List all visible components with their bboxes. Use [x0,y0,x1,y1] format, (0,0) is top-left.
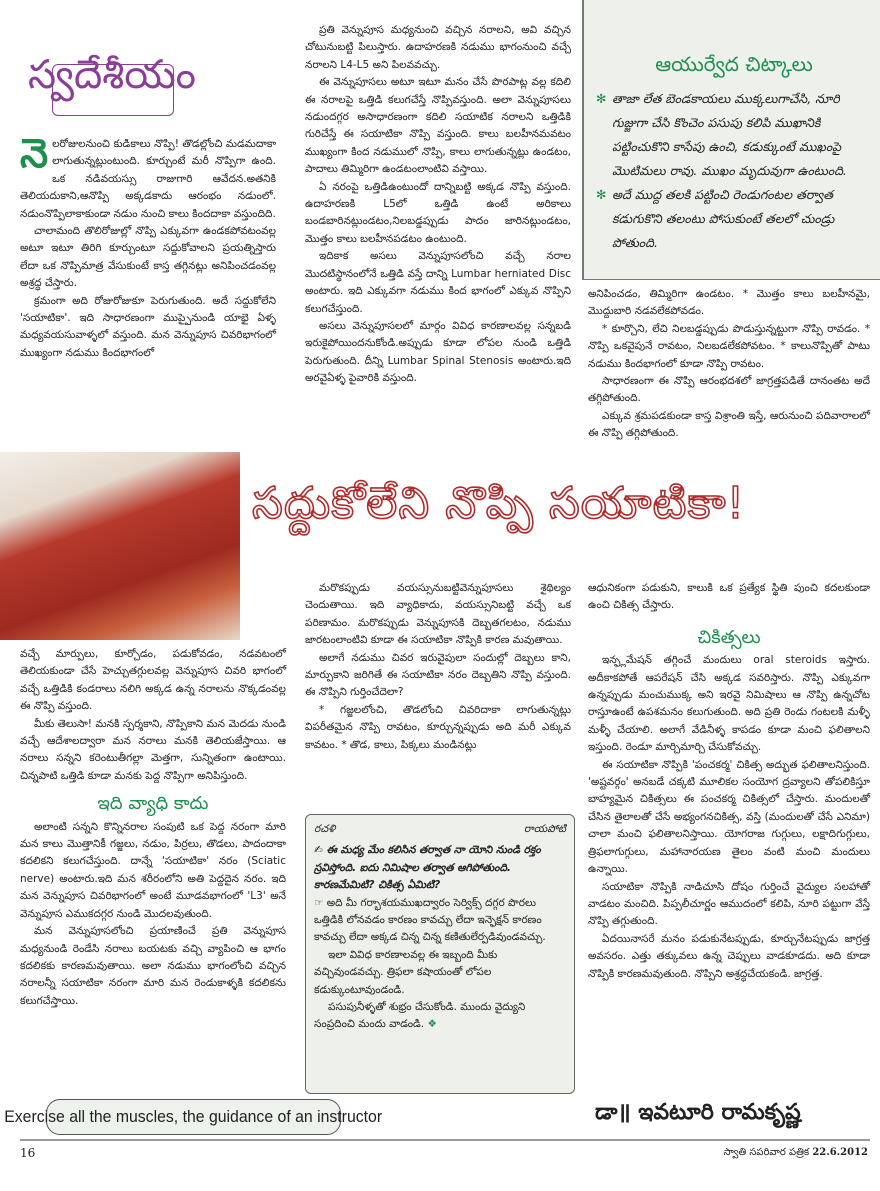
paragraph: ఇదికాక అసలు వెన్నుపూసలోంచి వచ్చే నరాల మొదటిస్థానంలోనే ఒత్తిడి వస్తే దాన్ని Lumbar herniated Disc అంటారు. ఇది ఎక్కువగా నడుము కింద భాగంలో ఎక్కువ నొప్పిని కలుగచేస్తుంది. [305,250,571,315]
qa-box [305,814,575,1094]
logo-text: స్వదేశీయం [28,52,196,98]
paragraph: ఆధునికంగా పడుకుని, కాలుకి ఒక ప్రత్యేక స్థితి పుంచి కదలకుండా ఉంచి చికిత్స చేస్తారు. [588,582,870,612]
section-logo [28,22,196,122]
subheading: ఇది వ్యాధి కాదు [97,793,209,815]
paragraph: ఏదయినాసరే మనం పడుకునేటప్పుడు, కూర్చునేటప్పుడు జాగ్రత్త అవసరం. ఎత్తు తక్కువలు ఉన్న చెప్పులు వాడకూడదు. అది కూడా నొప్పికి కారణమవుతుంది. నొప్పిని అశ్రద్ధచేయకండి. జాగ్రత్త. [588,932,870,980]
qa-place: రాయపోటి [523,823,566,835]
paragraph: అనిపించడం, తిమ్మిరిగా ఉండటం. * మొత్తం కాలు బలహీనమై, మొద్దుబారి నడవలేకపోవడం. [588,288,870,318]
subheading: చికిత్సలు [697,626,761,648]
paragraph: ప్రతి వెన్నుపూస మధ్యనుంచి వచ్చిన నరాలని, అవి వచ్చిన చోటునుబట్టి పిలుస్తారు. ఉదాహరణకి నడుము భాగంనుంచి వచ్చే నరాలని L4-L5 అని పిలవవచ్చు. [305,24,571,71]
paragraph: అసలు వెన్నుపూసలలో మార్గం వివిధ కారణాలవల్ల సన్నబడి ఇరుకైపోయిందనుకోండి.అప్పుడు కూడా లోపల నుండి ఒత్తిడి పెరుగుతుంది. దీన్ని Lumbar Spinal Stenosis అంటారు.ఇది అరవైఏళ్ళ పైవారికి వస్తుంది. [305,319,571,385]
author-signature: డా॥ ఇవటూరి రామకృష్ణ [595,1100,801,1125]
paragraph: * కూర్చొని, లేచి నిలబడ్డప్పుడు పొడుస్తున్నట్టుగా నొప్పి రావడం. * నొప్పి ఒకవైపునే రావటం, నిలబడలేకపోవటం. * కాలునొప్పితో పాటు నడుము కిందభాగంలో కూడా నొప్పి రావటం. [588,322,870,370]
article-column-3 [588,286,870,443]
paragraph: ఈ సయాటికా నొప్పికి 'పంచకర్మ' చికిత్స అద్భుత ఫలితాలనిస్తుంది. 'అష్టవర్గం' అనబడే చక్కటి మూలికల సంయోగ ద్రవ్యాలని తోపలికిస్తూ బాహ్యమైన చికిత్సలు ఈ పంచకర్మ చికిత్సలో చేస్తారు. మందులతో చేసిన తైలాలతో చేసే అభ్యంగనచికిత్స, వస్తి (మందులతో చేసే ఎనిమా) చాలా మంచి ఫలితాలనిస్తాయి. యోగరాజ గుగ్గులు, లక్షాదిగుగ్గులు, త్రిఫలాగుగ్గులు, మహానారయణ తైలం వంటి మంచి మందులు ఉన్నాయి. [588,758,870,876]
headline: సద్దుకోలేని నొప్పి సయాటికా! [252,478,746,529]
paragraph: సాధారణంగా ఈ నొప్పి ఆరంభదశలో జాగ్రత్తపడితే దానంతట అదే తగ్గిపోతుంది. [588,375,870,405]
paragraph: మీకు తెలుసా! మనకి స్పర్శకాని, నొప్పికాని మన మెదడు నుండి వచ్చే ఆదేశాలద్వారా మన నరాలు మనకి తెలియజేస్తాయి. ఆ నరాలు సన్నని కరెంటుతీగల్లా మెత్తగా, సున్నితంగా ఉంటాయి. చిన్నపాటి ఒత్తిడి కూడా మనకు పెద్ద నొప్పిగా అనిపిస్తుంది. [20,717,286,782]
paragraph: నెలరోజులనుంచి కుడికాలు నొప్పి! తొడల్లోంచి మడమదాకా లాగుతున్నట్లుంటుంది. కూర్చుంటే మరీ నొప్పిగా ఉంది. ఒక నడివయస్సు రాజుగారి ఆవేదన.అతనికి తెలియదుకాని,ఆనొప్పి అక్కడకాదు ఆరంభం నడుంలో. నడుంనొప్పిలాకాకుండా నడుం నుంచి కాలు కిందదాకా వస్తుందిది. [20,131,276,220]
pen-icon: ✍ [314,844,327,857]
asterisk-bullet-icon: ✻ [596,187,607,202]
paragraph: సయాటికా నొప్పికి నాడిచూసి దోషం గుర్తించే వైద్యుల సలహాతో వాడటం మంచిది. పిప్పలీచూర్ణం ఆముదంలో కలిపి, నూరి పట్టుగా వేస్తే నొప్పి తగ్గుతుంది. [588,880,870,928]
paragraph: * గజ్జలలోంచి, తొడలోంచి చివరిదాకా లాగుతున్నట్లు విపరీతమైన నొప్పి రావటం, కూర్చున్నప్పుడు అది మరీ ఎక్కువ కావటం. * తొడ, కాలు, పిక్కలు మండినట్లు [305,703,571,751]
end-mark-icon: ❖ [427,1018,437,1031]
paragraph: అలాంటి సన్నని కొన్నినరాల సంపుటి ఒక పెద్ద నరంగా మారి మన కాలు మొత్తానికీ గజ్జలు, నడుం, పిర్రలు, తొడలు, పాదందాకా కదలికని కలుగచేస్తుంది. దాన్నే 'సయాటికా' నరం (Sciatic nerve) అంటారు.ఇది మన శరీరంలోని అతి పెద్దదైన నరం. ఇది మన వెన్నుపూస చివరిభాగంలో అంటే మూడవభాగంలో 'L3' అనే వెన్నుపూస ఎముకదగ్గర నుండి మొదలవుతుంది. [20,820,286,920]
qa-header [314,821,566,838]
publication-footer: స్వాతి సపరివార పత్రిక 22.6.2012 [723,1147,868,1158]
qa-answer: ఇలా వివిధ కారణాలవల్ల ఈ ఇబ్బంది మీకు వచ్చివుండవచ్చు. త్రిఫలా కషాయంతో లోపల కడుక్కుంటూవుండండి. [314,948,498,996]
paragraph: ఇన్ఫ్లమేషన్ తగ్గించే మందులు oral steroids ఇస్తారు. అదీకాకపోతే ఆపరేషన్ చేసి అక్కడ సవరిస్తారు. నొప్పి ఎక్కువగా ఉన్నప్పుడు మంచుముక్క అని ఇరవై నిమిషాలు ఆ నొప్పి ఉన్నచోట రాస్తూఉంటే ఉపశమనం కలుగుతుంది. అది ప్రతి రెండు గంటలకి మళ్ళీ మళ్ళీ చేయాలి. అలాగే వేడినీళ్ళ కాపడం కూడా మంచి ఫలితాలని ఇస్తుంది. రెండూ మార్చిమార్చి చేసుకోవచ్చు. [588,654,870,754]
paragraph: క్రమంగా అది రోజురోజుకూ పెరుగుతుంది. అదే సద్దుకోలేని 'సయాటికా'. ఇది సాధారణంగా ముప్పైనుండి యాభై ఏళ్ళ మధ్యవయసువాళ్ళలో వస్తుంది. మన వెన్నుపూస చివరిభాగంలో ముఖ్యంగా నడుము కిందభాగంలో [20,294,276,359]
exercise-banner: Exercise all the muscles, the guidance of an instructor [46,1099,341,1135]
ayurveda-tips-box [582,0,880,280]
pointing-hand-icon: ☞ [314,896,327,909]
paragraph: మరొకప్పుడు వయస్సునుబట్టివెన్నుపూసలు శైథిల్యం చెందుతాయి. ఇది వ్యాధికాదు, వయస్సునిబట్టి వచ్చే ఒక పరిణామం. మరొకప్పుడు వెన్నుపూసకి దెబ్బతగలటం, నడుము జారటంలాంటివి కూడా ఈ సయాటికా నొప్పికి కారణ మవుతాయి. [305,582,571,647]
paragraph: మన వెన్నుపూసలోంచి ప్రయాణించే ప్రతి వెన్నుపూస మధ్యనుండి రెండేసి నరాలు బయటకు వచ్చి వ్యాపించి ఆ భాగం కదలికకు కారణమవుతాయి. అలా నడుము భాగంలోంచి వచ్చిన నరాలన్నీ సయాటికా నరంగా మారి మన రెండుకాళ్ళకి కదలికను కలుగచేస్తాయి. [20,925,286,1007]
qa-answer: ☞ అది మీ గర్భాశయముఖద్వారం సెర్విక్స్ దగ్గర పొరలు ఒత్తిడికి లోనవడం కారణం కావచ్చు లేదా ఇన్ఫెక్షన్ కారణం కావచ్చు లేదా అక్కడ చిన్న చిన్న కణితులేర్పడివుండవచ్చు. [314,896,546,944]
article-column-2 [305,22,571,388]
qa-answer: పసుపునీళ్ళతో శుభ్రం చేసుకోండి. ముందు వైద్యుని సంప్రదించి మందు వాడండి. ❖ [314,1001,526,1031]
back-pain-photo [0,452,240,640]
paragraph: ఏ నరంపై ఒత్తిడిఉంటుందో దాన్నిబట్టి అక్కడ నొప్పి వస్తుంది. ఉదాహరణకి L5లో ఒత్తిడి ఉంటే అరికాలు బండబారినట్లుండటం,నిలబడ్డప్పుడు పాదం జారినట్లుండటం, మొత్తం కాలు బలహీనపడటం ఉంటుంది. [305,180,571,245]
tips-title: ఆయుర్వేద చిట్కాలు [655,52,813,76]
lower-column-2 [305,580,571,754]
article-column-1 [20,131,276,362]
qa-question: ✍ ఈ మధ్య మేం కలిసిన తర్వాత నా యోని నుండి రక్తం స్రవిస్తోంది. ఐదు నిమిషాల తర్వాత ఆగిపోతుంది. కారణమేమిటి? చికిత్స ఏమిటి? [314,844,541,892]
tip-item: ✻ తాజా లేత బెండకాయలు ముక్కలుగాచేసి, నూరి గుజ్జుగా చేసి కొంచెం పసుపు కలిపి ముఖానికి పట్టించుకొని కాసేపు ఉంచి, కడుక్కుంటే ముఖంపై మొటిమలు రావు. ముఖం మృదువుగా ఉంటుంది. [596,87,872,183]
qa-from: రచళి [314,823,336,835]
lower-column-1 [20,646,286,1010]
paragraph: అలాగే నడుము చివర ఇరువైపులా సందుల్లో దెబ్బలు కాని, మార్పుకాని జరిగితే ఈ సయాటికా నరం దెబ్బతిని నొప్పి వస్తుంది. ఈ నొప్పిని గుర్తించేదెలా? [305,651,571,699]
lower-column-3 [588,580,870,983]
paragraph: ఈ వెన్నుపూసలు అటూ ఇటూ మనం చేసే పొరపాట్ల వల్ల కదిలి ఈ నరాలపై ఒత్తిడి కలుగచేస్తే నొప్పివస్తుంది. అలా వెన్నుపూసలు నడుందగ్గర అసాధారణంగా కదిలి సయాటిక నరాలని ఒత్తిడికి గురిచేస్తే ఈ సయాటికా నొప్పి వస్తుంది. కాలు బలహీనమవటం ముఖ్యంగా కింద నడుములో నొప్పి, కాలు లాగుతున్నట్లు ఉండటం, పాదాలు తిమ్మిరిగా ఉండటంలాంటివి వస్తాయి. [305,76,571,176]
paragraph: ఎక్కువ శ్రమపడకుండా కాస్త విశ్రాంతి ఇస్తే, ఆరునుంచి పదివారాలలో ఈ నొప్పి తగ్గిపోతుంది. [588,409,870,440]
paragraph: వచ్చే మార్పులు, కూర్చోడం, పడుకోవడం, నడవటంలో తెలియకుండా చేసే హెచ్చుతగ్గులవల్ల వెన్నుపూస చివరి భాగంలో వచ్చే ఒత్తిడికి కండరాలు నలిగి అక్కడ ఉన్న నరాలను నొక్కడంవల్ల ఈ నొప్పి వస్తుంది. [20,648,286,713]
asterisk-bullet-icon: ✻ [596,91,607,106]
page-number: 16 [20,1146,36,1160]
paragraph: చాలామంది తొలిరోజుల్లో నొప్పి ఎక్కువగా ఉండకపోవటంవల్ల అటూ ఇటూ తిరిగి కూర్చుంటూ సద్దుకోవాలని ప్రయత్నిస్తారు లేదా ఒక నొప్పిమాత్ర వేసుకుంటే కాస్త తగ్గినట్లు అనిపించడంవల్ల అశ్రద్ధ చేస్తారు. [20,225,276,290]
footer-divider [20,1139,870,1141]
tip-item: ✻ అదే ముద్ద తలకి పట్టించి రెండుగంటల తర్వాత కడుగుకొని తలంటు పోసుకుంటే తలలో చుండ్రు పోతుంది. [596,183,872,255]
drop-cap: నె [20,131,49,177]
